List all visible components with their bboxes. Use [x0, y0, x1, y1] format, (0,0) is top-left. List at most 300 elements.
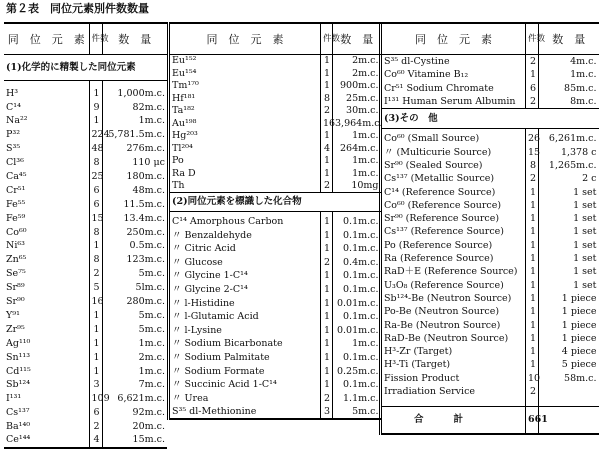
table-row: [4, 87, 167, 101]
isotope-cell: Tm¹⁷⁰: [169, 80, 321, 93]
count-cell: 1: [321, 242, 333, 256]
count-cell: 48: [89, 142, 102, 156]
count-cell: 9: [89, 100, 102, 114]
quantity-cell: 6,621m.c.: [102, 392, 167, 406]
table-row: [381, 133, 599, 146]
isotope-cell: S³⁵: [6, 143, 21, 155]
section-3-heading: (3)その 他: [381, 109, 599, 129]
isotope-cell: 〃 Sodium Palmitate: [169, 351, 321, 365]
count-cell: 1: [321, 310, 333, 324]
table-row: [169, 365, 381, 379]
table-row: [381, 359, 599, 372]
quantity-cell: 1m.c.: [333, 167, 381, 180]
isotope-cell: 〃 l-Glutamic Acid: [169, 310, 321, 324]
quantity-cell: 1m.c.: [539, 68, 599, 82]
header-quantity: 数 量: [333, 23, 381, 55]
count-cell: 10: [526, 372, 539, 385]
isotope-cell: C¹⁴ Amorphous Carbon: [169, 215, 321, 229]
isotope-cell: Cr⁵¹: [6, 184, 26, 196]
isotope-cell: Co⁶⁰ Vitamine B₁₂: [381, 68, 526, 82]
table-row: [4, 350, 167, 364]
table-row: [381, 319, 599, 332]
header-quantity: 数 量: [102, 23, 167, 55]
isotope-cell: Eu¹⁵⁴: [169, 67, 321, 80]
table-row: [4, 128, 167, 142]
table-row: [169, 80, 381, 93]
table-row: [169, 130, 381, 143]
count-cell: 1: [526, 239, 539, 252]
count-cell: 16: [321, 117, 333, 130]
count-cell: 2: [526, 95, 539, 109]
quantity-cell: 1m.c.: [333, 130, 381, 143]
quantity-cell: 0.5m.c.: [102, 239, 167, 253]
isotope-cell: Fe⁵⁵: [6, 198, 26, 210]
count-cell: 26: [526, 133, 539, 146]
quantity-cell: 3,964m.c.: [333, 117, 381, 130]
count-cell: 3: [321, 405, 333, 419]
table-row: [381, 372, 599, 385]
isotope-cell: Po-Be (Neutron Source): [381, 305, 526, 318]
table-row: [4, 198, 167, 212]
table-caption: 第２表 同位元素別件数数量: [6, 2, 149, 15]
count-cell: 3: [89, 378, 102, 392]
count-cell: 8: [89, 253, 102, 267]
quantity-cell: 0.1m.c.: [333, 283, 381, 297]
table-row: [381, 239, 599, 252]
quantity-cell: 1m.c.: [102, 364, 167, 378]
table-row: [381, 146, 599, 159]
isotope-cell: Zn⁶⁵: [6, 254, 27, 266]
section-2-continued-rows: [381, 55, 599, 109]
isotope-cell: Hf¹⁸¹: [169, 92, 321, 105]
count-cell: 5: [89, 281, 102, 295]
table-row: [169, 392, 381, 406]
isotope-cell: Na²²: [6, 115, 28, 127]
column-1-table: [4, 22, 167, 449]
header-count: 件数: [526, 23, 539, 55]
count-cell: 1: [321, 229, 333, 243]
isotope-cell: Sb¹²⁴: [6, 379, 31, 391]
quantity-cell: 1 set: [539, 212, 599, 225]
table-row: [169, 117, 381, 130]
section-3-rows: [381, 133, 599, 399]
isotope-cell: Cr⁵¹ Sodium Chromate: [381, 82, 526, 96]
quantity-cell: 5m.c.: [102, 267, 167, 281]
count-cell: 1: [321, 365, 333, 379]
count-cell: 25: [89, 170, 102, 184]
column-3-table: [379, 22, 599, 435]
isotope-cell: Sr⁹⁰ (Sealed Source): [381, 159, 526, 172]
quantity-cell: 0.1m.c.: [333, 310, 381, 324]
table-row: [169, 337, 381, 351]
quantity-cell: 123m.c.: [102, 253, 167, 267]
count-cell: 15: [89, 212, 102, 226]
quantity-cell: 11.5m.c.: [102, 198, 167, 212]
isotope-cell: Sr⁹⁰ (Reference Source): [381, 212, 526, 225]
isotope-cell: Po (Reference Source): [381, 239, 526, 252]
quantity-cell: 1 set: [539, 186, 599, 199]
quantity-cell: 1m.c.: [102, 114, 167, 128]
table-row: [169, 256, 381, 270]
quantity-cell: 58m.c.: [539, 372, 599, 385]
count-cell: 1: [526, 68, 539, 82]
count-cell: 1: [321, 324, 333, 338]
table-row: [169, 229, 381, 243]
table-row: [381, 55, 599, 69]
isotope-cell: C¹⁴: [6, 101, 21, 113]
isotope-cell: RaD＋E (Reference Source): [381, 265, 526, 278]
isotope-cell: 〃 (Multicurie Source): [381, 146, 526, 159]
table-row: [4, 309, 167, 323]
isotope-cell: 〃 Sodium Formate: [169, 365, 321, 379]
quantity-cell: 1 set: [539, 265, 599, 278]
quantity-cell: 5lm.c.: [102, 281, 167, 295]
quantity-cell: 1 piece: [539, 305, 599, 318]
table-row: [169, 67, 381, 80]
table-row: [4, 100, 167, 114]
count-cell: 16: [89, 295, 102, 309]
count-cell: 2: [526, 385, 539, 398]
header-quantity: 数 量: [539, 23, 599, 55]
quantity-cell: 1 piece: [539, 292, 599, 305]
quantity-cell: 0.01m.c.: [333, 324, 381, 338]
quantity-cell: 20m.c.: [102, 420, 167, 434]
quantity-cell: 2m.c.: [102, 350, 167, 364]
count-cell: 224: [89, 128, 102, 142]
isotope-cell: Cd¹¹⁵: [6, 365, 31, 377]
count-cell: 4: [89, 434, 102, 448]
table-row: [169, 324, 381, 338]
table-row: [4, 212, 167, 226]
quantity-cell: 4m.c.: [539, 55, 599, 69]
table-row: [169, 55, 381, 68]
quantity-cell: 0.01m.c.: [333, 297, 381, 311]
isotope-cell: I¹³¹: [6, 393, 22, 405]
table-row: [4, 156, 167, 170]
isotope-cell: Ta¹⁸²: [169, 105, 321, 118]
isotope-cell: 〃 Succinic Acid 1-C¹⁴: [169, 378, 321, 392]
isotope-cell: Ra D: [169, 167, 321, 180]
quantity-cell: [539, 385, 599, 398]
table-row: [169, 351, 381, 365]
table-row: [169, 92, 381, 105]
count-cell: 2: [321, 180, 333, 193]
count-cell: 1: [526, 199, 539, 212]
total-row: [381, 406, 599, 434]
isotope-cell: 〃 Benzaldehyde: [169, 229, 321, 243]
count-cell: 1: [526, 279, 539, 292]
section-2-rows: [169, 215, 381, 419]
count-cell: 1: [89, 364, 102, 378]
table-row: [4, 267, 167, 281]
quantity-cell: 5m.c.: [333, 405, 381, 419]
table-row: [169, 310, 381, 324]
isotope-cell: H³-Ti (Target): [381, 359, 526, 372]
table-row: [381, 186, 599, 199]
count-cell: 1: [321, 67, 333, 80]
count-cell: 1: [321, 155, 333, 168]
table-row: [381, 279, 599, 292]
count-cell: 1: [321, 55, 333, 68]
table-row: [4, 323, 167, 337]
isotope-cell: Th: [169, 180, 321, 193]
quantity-cell: 4 piece: [539, 345, 599, 358]
isotope-cell: I¹³¹ Human Serum Albumin: [381, 95, 526, 109]
count-cell: 1: [526, 345, 539, 358]
isotope-cell: Tl²⁰⁴: [169, 142, 321, 155]
isotope-cell: Ce¹⁴⁴: [4, 434, 89, 448]
table-row: [169, 242, 381, 256]
isotope-cell: H³: [6, 87, 19, 99]
count-cell: 6: [526, 82, 539, 96]
count-cell: 1: [321, 297, 333, 311]
table-row: [381, 292, 599, 305]
count-cell: 8: [526, 159, 539, 172]
count-cell: 6: [89, 406, 102, 420]
quantity-cell: 2m.c.: [333, 67, 381, 80]
total-count: 661: [526, 406, 539, 434]
count-cell: 1: [89, 239, 102, 253]
isotope-cell: Irradiation Service: [381, 385, 526, 398]
count-cell: 2: [321, 105, 333, 118]
table-row: [4, 239, 167, 253]
quantity-cell: 1 piece: [539, 319, 599, 332]
count-cell: 1: [89, 87, 102, 101]
quantity-cell: 82m.c.: [102, 100, 167, 114]
count-cell: 6: [89, 184, 102, 198]
isotope-cell: Sr⁹⁰: [6, 296, 25, 308]
count-cell: 2: [526, 55, 539, 69]
quantity-cell: 0.4m.c.: [333, 256, 381, 270]
isotope-cell: Zr⁹⁵: [6, 323, 25, 335]
table-row: [4, 281, 167, 295]
table-row: [381, 226, 599, 239]
quantity-cell: 25m.c.: [333, 92, 381, 105]
table-row: [4, 295, 167, 309]
quantity-cell: 1,000m.c.: [102, 87, 167, 101]
table-row: [4, 406, 167, 420]
isotope-cell: 〃 Glycine 2-C¹⁴: [169, 283, 321, 297]
isotope-cell: Ag¹¹⁰: [6, 337, 31, 349]
count-cell: 6: [89, 198, 102, 212]
quantity-cell: 5m.c.: [102, 309, 167, 323]
quantity-cell: 0.1m.c.: [333, 378, 381, 392]
quantity-cell: 15m.c.: [102, 434, 167, 448]
count-cell: 1: [321, 283, 333, 297]
quantity-cell: 1m.c.: [102, 337, 167, 351]
count-cell: 15: [526, 146, 539, 159]
isotope-cell: Sn¹¹³: [6, 351, 31, 363]
table-row: [4, 364, 167, 378]
quantity-cell: 900m.c.: [333, 80, 381, 93]
isotope-cell: Co⁶⁰ (Reference Source): [381, 199, 526, 212]
isotope-cell: Sr⁸⁹: [6, 282, 25, 294]
quantity-cell: 1 set: [539, 279, 599, 292]
quantity-cell: 92m.c.: [102, 406, 167, 420]
quantity-cell: 0.1m.c.: [333, 269, 381, 283]
isotope-cell: Cs¹³⁷ (Metallic Source): [381, 172, 526, 185]
table-row: [381, 265, 599, 278]
isotope-cell: Ra-Be (Neutron Source): [381, 319, 526, 332]
isotope-cell: S³⁵ dl-Methionine: [169, 405, 321, 419]
table-row: [381, 305, 599, 318]
quantity-cell: 1.1m.c.: [333, 392, 381, 406]
quantity-cell: 8m.c.: [539, 95, 599, 109]
table-row: [4, 114, 167, 128]
isotope-cell: Fe⁵⁹: [6, 212, 26, 224]
isotope-cell: Cs¹³⁷ (Reference Source): [381, 226, 526, 239]
header-count: 件数: [321, 23, 333, 55]
isotope-cell: Eu¹⁵²: [169, 55, 321, 68]
quantity-cell: 1m.c.: [333, 337, 381, 351]
count-cell: 1: [89, 309, 102, 323]
quantity-cell: 5,781.5m.c.: [102, 128, 167, 142]
count-cell: 1: [89, 323, 102, 337]
header-isotope: 同 位 元 素: [4, 23, 89, 55]
isotope-cell: Ni⁶³: [6, 240, 25, 252]
quantity-cell: 0.25m.c.: [333, 365, 381, 379]
table-row: [381, 385, 599, 398]
count-cell: 2: [89, 267, 102, 281]
section-2-heading: (2)同位元素を標識した化合物: [169, 192, 381, 211]
isotope-cell: 〃 l-Histidine: [169, 297, 321, 311]
count-cell: 1: [526, 332, 539, 345]
table-row: [381, 172, 599, 185]
section-1-heading: (1)化学的に精製した同位元素: [4, 55, 167, 81]
quantity-cell: 280m.c.: [102, 295, 167, 309]
isotope-cell: 〃 Urea: [169, 392, 321, 406]
header-count: 件数: [89, 23, 102, 55]
isotope-cell: 〃 l-Lysine: [169, 324, 321, 338]
header-isotope: 同 位 元 素: [169, 23, 321, 55]
isotope-cell: 〃 Sodium Bicarbonate: [169, 337, 321, 351]
table-row: [4, 142, 167, 156]
count-cell: 1: [321, 167, 333, 180]
isotope-cell: H³-Zr (Target): [381, 345, 526, 358]
quantity-cell: 2 c: [539, 172, 599, 185]
table-row: [4, 225, 167, 239]
table-row: [4, 434, 167, 448]
table-row: [381, 159, 599, 172]
quantity-cell: 2m.c.: [333, 55, 381, 68]
isotope-cell: Cs¹³⁷: [6, 407, 30, 419]
count-cell: 1: [526, 319, 539, 332]
quantity-cell: 0.1m.c.: [333, 242, 381, 256]
count-cell: 1: [526, 252, 539, 265]
isotope-cell: Hg²⁰³: [169, 130, 321, 143]
isotope-cell: Se⁷⁵: [6, 268, 26, 280]
quantity-cell: 0.1m.c.: [333, 215, 381, 229]
count-cell: 1: [89, 337, 102, 351]
table-row: [169, 283, 381, 297]
count-cell: 2: [321, 256, 333, 270]
isotope-cell: Sb¹²⁴-Be (Neutron Source): [381, 292, 526, 305]
count-cell: 2: [321, 392, 333, 406]
isotope-cell: Ra (Reference Source): [381, 252, 526, 265]
isotope-cell: 〃 Glycine 1-C¹⁴: [169, 269, 321, 283]
table-row: [381, 252, 599, 265]
quantity-cell: 1 piece: [539, 332, 599, 345]
table-row: [169, 167, 381, 180]
table-row: [381, 199, 599, 212]
table-row: [4, 420, 167, 434]
column-2-table: [167, 22, 381, 420]
count-cell: 8: [89, 156, 102, 170]
quantity-cell: 1,265m.c.: [539, 159, 599, 172]
table-row: [169, 405, 381, 419]
quantity-cell: 30m.c.: [333, 105, 381, 118]
quantity-cell: 10mg: [333, 180, 381, 193]
quantity-cell: 85m.c.: [539, 82, 599, 96]
count-cell: 1: [321, 80, 333, 93]
table-row: [381, 332, 599, 345]
isotope-cell: Ba¹⁴⁰: [6, 421, 31, 433]
count-cell: 1: [321, 378, 333, 392]
isotope-cell: Au¹⁹⁸: [169, 117, 321, 130]
quantity-cell: 1 set: [539, 252, 599, 265]
quantity-cell: 1 set: [539, 239, 599, 252]
quantity-cell: 48m.c.: [102, 184, 167, 198]
quantity-cell: 5m.c.: [102, 323, 167, 337]
table-row: [381, 345, 599, 358]
isotope-cell: U₃O₈ (Reference Source): [381, 279, 526, 292]
quantity-cell: 5 piece: [539, 359, 599, 372]
section-1-rows: [4, 87, 167, 448]
table-row: [169, 378, 381, 392]
table-row: [381, 68, 599, 82]
isotope-cell: C¹⁴ (Reference Source): [381, 186, 526, 199]
isotope-cell: S³⁵ dl-Cystine: [381, 55, 526, 69]
isotope-cell: Ca⁴⁵: [6, 171, 27, 183]
quantity-cell: 264m.c.: [333, 142, 381, 155]
count-cell: 8: [321, 92, 333, 105]
count-cell: 1: [526, 359, 539, 372]
table-row: [4, 337, 167, 351]
count-cell: 2: [89, 420, 102, 434]
count-cell: 1: [526, 186, 539, 199]
count-cell: 1: [321, 130, 333, 143]
count-cell: 1: [526, 292, 539, 305]
quantity-cell: 0.1m.c.: [333, 351, 381, 365]
count-cell: 1: [89, 114, 102, 128]
quantity-cell: 13.4m.c.: [102, 212, 167, 226]
count-cell: 1: [526, 226, 539, 239]
quantity-cell: 1,378 c: [539, 146, 599, 159]
table-row: [169, 180, 381, 193]
header-isotope: 同 位 元 素: [381, 23, 526, 55]
count-cell: 109: [89, 392, 102, 406]
table-row: [4, 170, 167, 184]
isotope-cell: 〃 Citric Acid: [169, 242, 321, 256]
quantity-cell: 1 set: [539, 226, 599, 239]
quantity-cell: 0.1m.c.: [333, 229, 381, 243]
count-cell: 1: [321, 337, 333, 351]
table-row: [169, 297, 381, 311]
isotope-cell: RaD-Be (Neutron Source): [381, 332, 526, 345]
count-cell: 1: [321, 269, 333, 283]
quantity-cell: 250m.c.: [102, 225, 167, 239]
count-cell: 1: [526, 305, 539, 318]
isotope-cell: Fission Product: [381, 372, 526, 385]
count-cell: 4: [321, 142, 333, 155]
table-row: [169, 155, 381, 168]
table-row: [381, 95, 599, 109]
table-row: [169, 215, 381, 229]
quantity-cell: 1m.c.: [333, 155, 381, 168]
table-row: [4, 392, 167, 406]
table-row: [381, 82, 599, 96]
count-cell: 8: [89, 225, 102, 239]
